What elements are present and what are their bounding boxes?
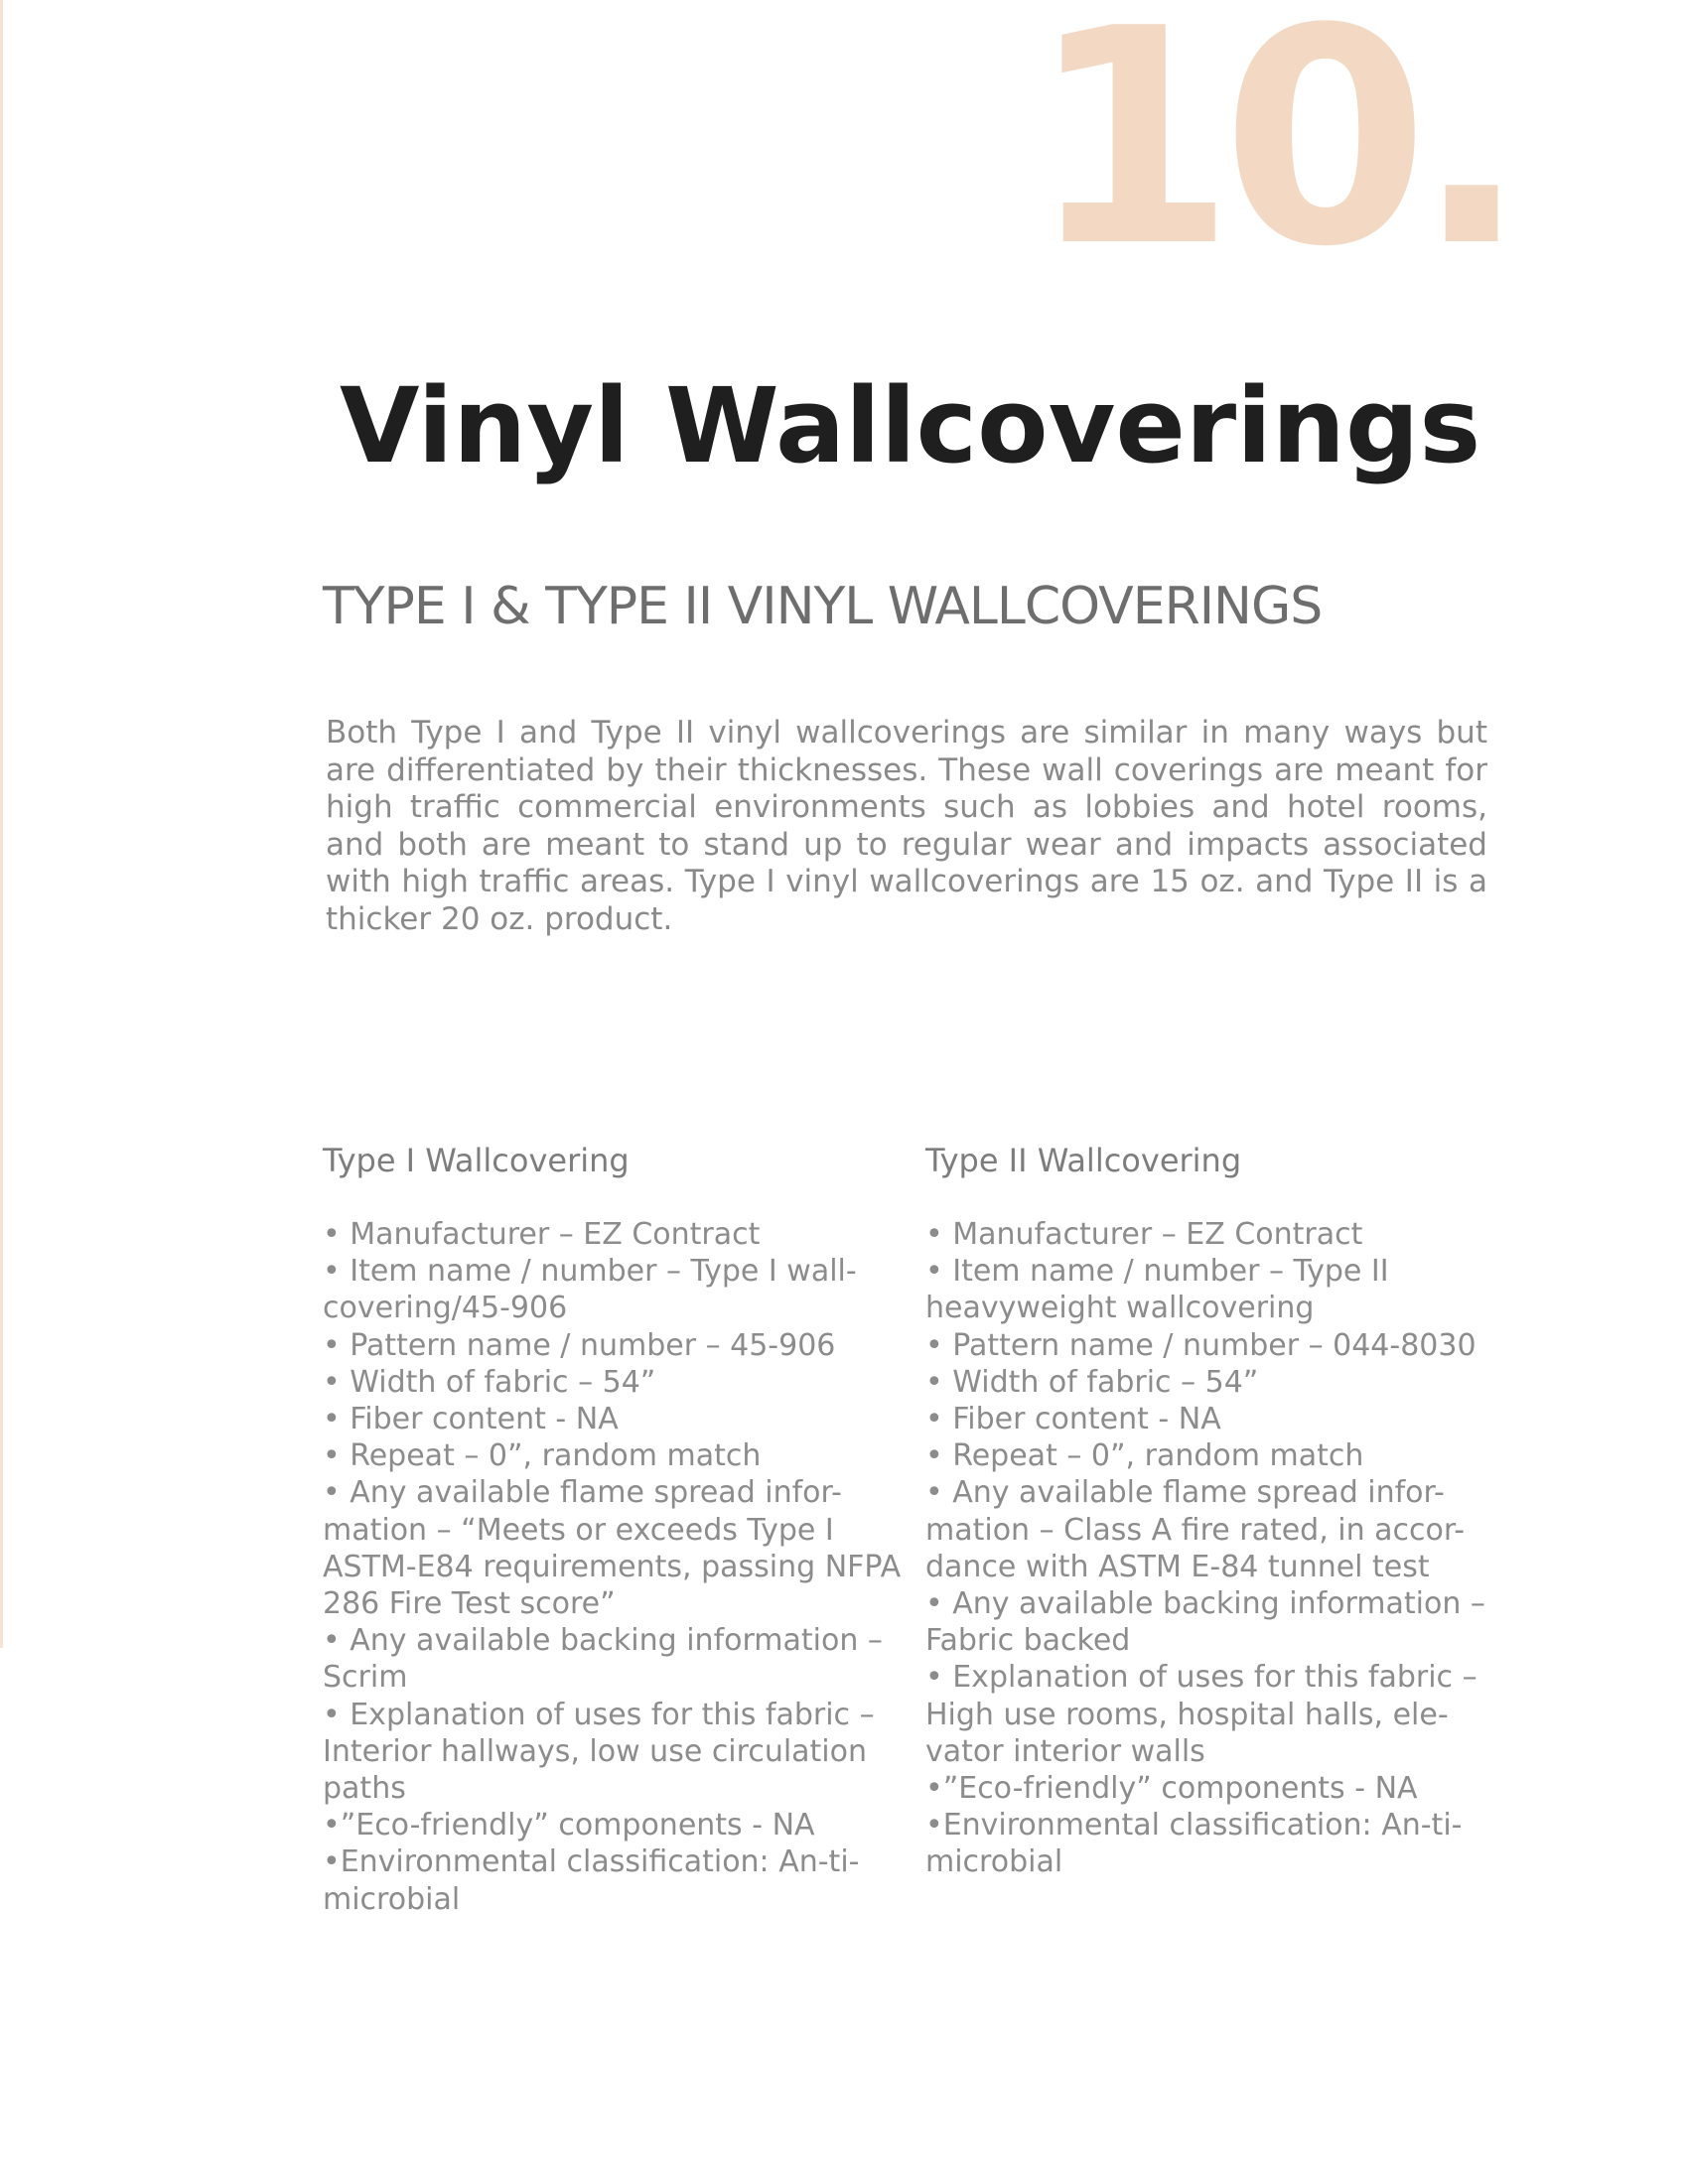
spec-item: • Width of fabric – 54”: [925, 1364, 1259, 1400]
spec-item: •”Eco-friendly” components - NA: [925, 1771, 1418, 1807]
spec-item: • Any available backing information – Scrim: [323, 1623, 883, 1696]
spec-item: • Width of fabric – 54”: [323, 1364, 656, 1400]
type1-spec-list: [323, 1216, 918, 1918]
spec-item: •Environmental classification: An-ti-microbial: [323, 1844, 860, 1917]
spec-item: • Pattern name / number – 044-8030: [925, 1327, 1477, 1363]
type1-spec-column: [323, 1142, 918, 1918]
type2-spec-list: [925, 1216, 1521, 1881]
spec-item: • Manufacturer – EZ Contract: [925, 1217, 1363, 1252]
spec-item: • Repeat – 0”, random match: [925, 1438, 1364, 1474]
spec-item: •”Eco-friendly” components - NA: [323, 1808, 815, 1843]
spec-item: • Repeat – 0”, random match: [323, 1438, 762, 1474]
spec-item: •Environmental classification: An-ti-microbial: [925, 1808, 1463, 1880]
spec-item: • Item name / number – Type I wall-covering/45-906: [323, 1254, 857, 1326]
spec-item: • Explanation of uses for this fabric – High use rooms, hospital halls, ele-vator interior walls: [925, 1660, 1477, 1769]
spec-item: • Any available flame spread infor-mation – “Meets or exceeds Type I ASTM-E84 requirements, passing NFPA 286 Fire Test score”: [323, 1475, 902, 1622]
section-subtitle: TYPE I & TYPE II VINYL WALLCOVERINGS: [323, 577, 1323, 636]
page-title: Vinyl Wallcoverings: [340, 365, 1481, 486]
spec-item: • Any available flame spread infor-mation – Class A fire rated, in accor-dance with ASTM E-84 tunnel test: [925, 1475, 1466, 1584]
type2-spec-column: [925, 1142, 1521, 1881]
spec-item: • Pattern name / number – 45-906: [323, 1327, 836, 1363]
spec-item: • Item name / number – Type II heavyweight wallcovering: [925, 1254, 1389, 1326]
type1-heading: Type I Wallcovering: [323, 1142, 630, 1179]
page-edge-line: [0, 0, 3, 1648]
spec-item: • Any available backing information – Fabric backed: [925, 1586, 1485, 1659]
type2-heading: Type II Wallcovering: [925, 1142, 1242, 1179]
spec-item: • Fiber content - NA: [925, 1402, 1221, 1437]
spec-item: • Fiber content - NA: [323, 1402, 619, 1437]
intro-paragraph: Both Type I and Type II vinyl wallcoverings are similar in many ways but are differentiated by their thicknesses. These wall coverings are meant for high traffic commercial environments such as lobbies and hotel rooms, and both are meant to stand up to regular wear and impacts associated with high traffic areas. Type I vinyl wallcoverings are 15 oz. and Type II is a thicker 20 oz. product.: [326, 715, 1487, 937]
spec-item: • Explanation of uses for this fabric – Interior hallways, low use circulation paths: [323, 1697, 875, 1807]
spec-item: • Manufacturer – EZ Contract: [323, 1217, 761, 1252]
chapter-number: 10.: [1028, 0, 1514, 312]
